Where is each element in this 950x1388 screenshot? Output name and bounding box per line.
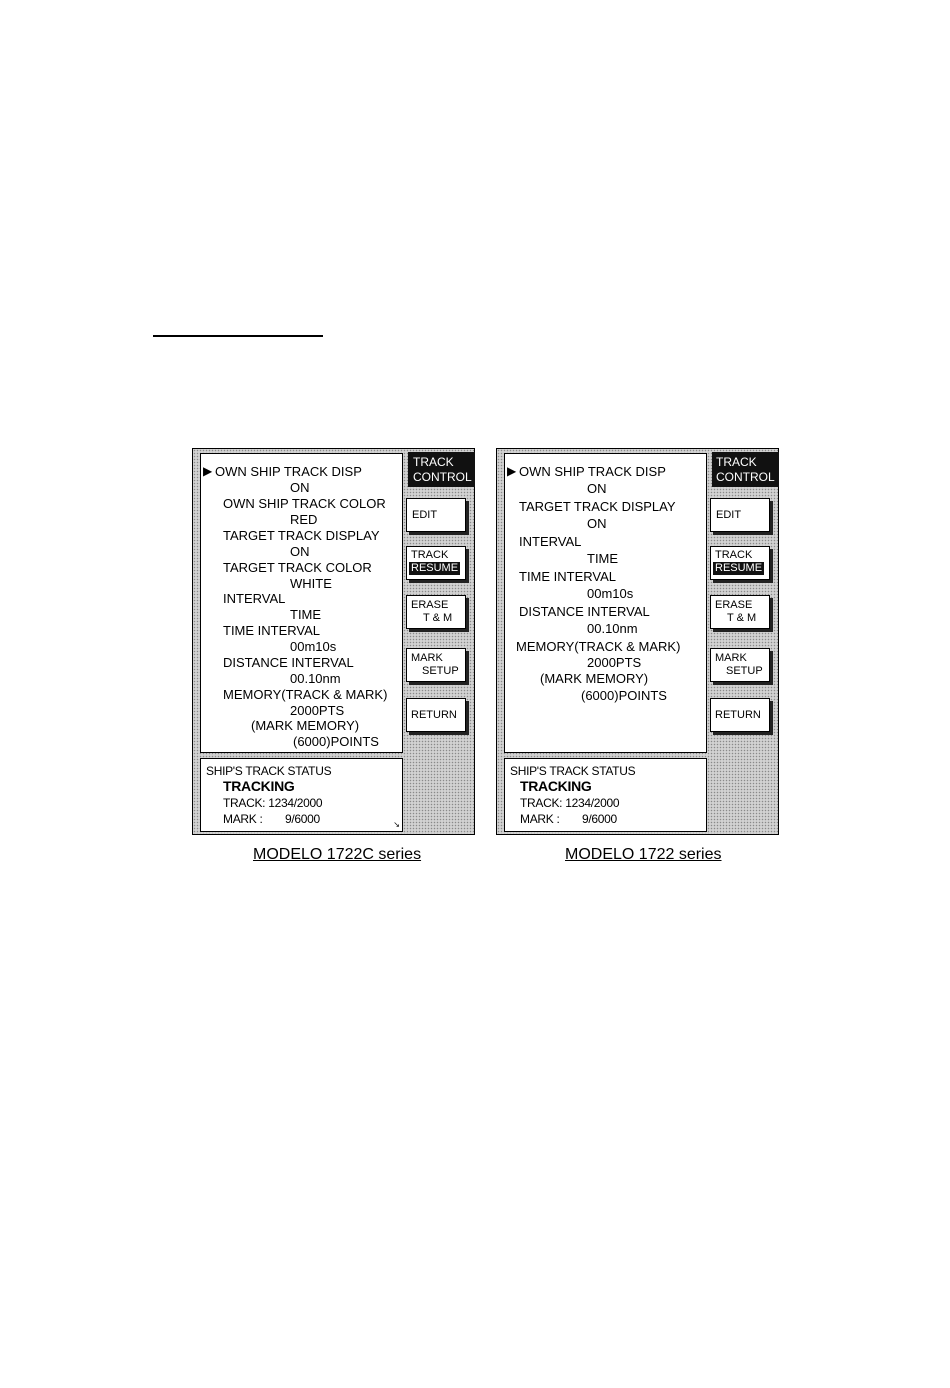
resize-corner-icon: ↘ bbox=[393, 820, 400, 829]
menu-value-mark-memory: (6000)POINTS bbox=[581, 688, 667, 703]
return-button[interactable]: RETURN bbox=[406, 698, 466, 732]
menu-value-memory[interactable]: 2000PTS bbox=[587, 655, 642, 670]
erase-track-mark-button[interactable]: ERASE T & M bbox=[406, 595, 466, 629]
mark-setup-button[interactable]: MARK SETUP bbox=[710, 648, 770, 682]
return-button[interactable]: RETURN bbox=[710, 698, 770, 732]
menu-value-distance-interval[interactable]: 00.10nm bbox=[587, 621, 638, 636]
menu-item-mark-memory: (MARK MEMORY) bbox=[540, 671, 649, 686]
status-state: TRACKING bbox=[223, 778, 295, 794]
status-mark-value: 9/6000 bbox=[582, 812, 617, 826]
menu-value-time-interval[interactable]: 00m10s bbox=[587, 586, 634, 601]
menu-value-own-ship-track-disp[interactable]: ON bbox=[587, 481, 607, 496]
menu-item-target-track-display[interactable]: TARGET TRACK DISPLAY bbox=[519, 499, 676, 514]
menu-value-target-track-display[interactable]: ON bbox=[587, 516, 607, 531]
track-status-box bbox=[504, 758, 707, 832]
section-rule bbox=[153, 335, 323, 337]
track-control-menu: ▶ OWN SHIP TRACK DISP ON OWN SHIP TRACK COLOR RED TARGET TRACK DISPLAY ON TARGET TRACK COLOR WHITE INTERVAL TIME TIME INTERVAL 00m10s DISTANCE INTERVAL 00.10nm MEMORY(TRACK & MARK) 2000PTS (MARK MEMORY) (6000)POINTS bbox=[200, 453, 403, 753]
menu-item-interval[interactable]: INTERVAL bbox=[223, 591, 286, 606]
track-resume-button[interactable]: TRACK RESUME bbox=[710, 546, 770, 580]
menu-value-distance-interval[interactable]: 00.10nm bbox=[290, 671, 341, 686]
menu-title: TRACK CONTROL bbox=[712, 452, 779, 487]
menu-item-interval[interactable]: INTERVAL bbox=[519, 534, 582, 549]
menu-value-interval[interactable]: TIME bbox=[587, 551, 619, 566]
screen-1722c bbox=[192, 448, 475, 835]
menu-item-mark-memory: (MARK MEMORY) bbox=[251, 718, 360, 733]
menu-item-time-interval[interactable]: TIME INTERVAL bbox=[223, 623, 321, 638]
caption-model-1722c: MODELO 1722C series bbox=[253, 846, 422, 863]
menu-value-target-track-color[interactable]: WHITE bbox=[290, 576, 332, 591]
menu-value-time-interval[interactable]: 00m10s bbox=[290, 639, 337, 654]
status-track: TRACK: 1234/2000 bbox=[223, 796, 323, 810]
menu-title: TRACK CONTROL bbox=[408, 452, 475, 487]
menu-value-interval[interactable]: TIME bbox=[290, 607, 322, 622]
menu-item-target-track-color[interactable]: TARGET TRACK COLOR bbox=[223, 560, 372, 575]
track-status-box bbox=[200, 758, 403, 832]
menu-value-target-track-display[interactable]: ON bbox=[290, 544, 310, 559]
erase-track-mark-button[interactable]: ERASE T & M bbox=[710, 595, 770, 629]
menu-item-memory[interactable]: MEMORY(TRACK & MARK) bbox=[223, 687, 388, 702]
status-mark-label: MARK : bbox=[223, 812, 263, 826]
edit-button[interactable]: EDIT bbox=[710, 498, 770, 532]
status-state: TRACKING bbox=[520, 778, 592, 794]
menu-item-target-track-display[interactable]: TARGET TRACK DISPLAY bbox=[223, 528, 380, 543]
menu-item-distance-interval[interactable]: DISTANCE INTERVAL bbox=[223, 655, 354, 670]
menu-value-own-ship-track-color[interactable]: RED bbox=[290, 512, 318, 527]
menu-item-own-ship-track-color[interactable]: OWN SHIP TRACK COLOR bbox=[223, 496, 386, 511]
status-track: TRACK: 1234/2000 bbox=[520, 796, 620, 810]
menu-item-distance-interval[interactable]: DISTANCE INTERVAL bbox=[519, 604, 650, 619]
status-heading: SHIP'S TRACK STATUS bbox=[510, 764, 636, 778]
screen-1722 bbox=[496, 448, 779, 835]
track-resume-button[interactable]: TRACK RESUME bbox=[406, 546, 466, 580]
menu-item-memory[interactable]: MEMORY(TRACK & MARK) bbox=[516, 639, 681, 654]
menu-value-memory[interactable]: 2000PTS bbox=[290, 703, 345, 718]
caption-model-1722: MODELO 1722 series bbox=[565, 846, 722, 863]
track-control-menu: ▶ OWN SHIP TRACK DISP ON TARGET TRACK DISPLAY ON INTERVAL TIME TIME INTERVAL 00m10s DISTANCE INTERVAL 00.10nm MEMORY(TRACK & MARK) 2000PTS (MARK MEMORY) (6000)POINTS bbox=[504, 453, 707, 753]
cursor-arrow-icon: ▶ bbox=[507, 464, 517, 478]
status-mark-value: 9/6000 bbox=[285, 812, 320, 826]
menu-value-own-ship-track-disp[interactable]: ON bbox=[290, 480, 310, 495]
cursor-arrow-icon: ▶ bbox=[203, 464, 213, 478]
menu-value-mark-memory: (6000)POINTS bbox=[293, 734, 379, 749]
status-heading: SHIP'S TRACK STATUS bbox=[206, 764, 332, 778]
menu-item-time-interval[interactable]: TIME INTERVAL bbox=[519, 569, 617, 584]
edit-button[interactable]: EDIT bbox=[406, 498, 466, 532]
mark-setup-button[interactable]: MARK SETUP bbox=[406, 648, 466, 682]
status-mark-label: MARK : bbox=[520, 812, 560, 826]
